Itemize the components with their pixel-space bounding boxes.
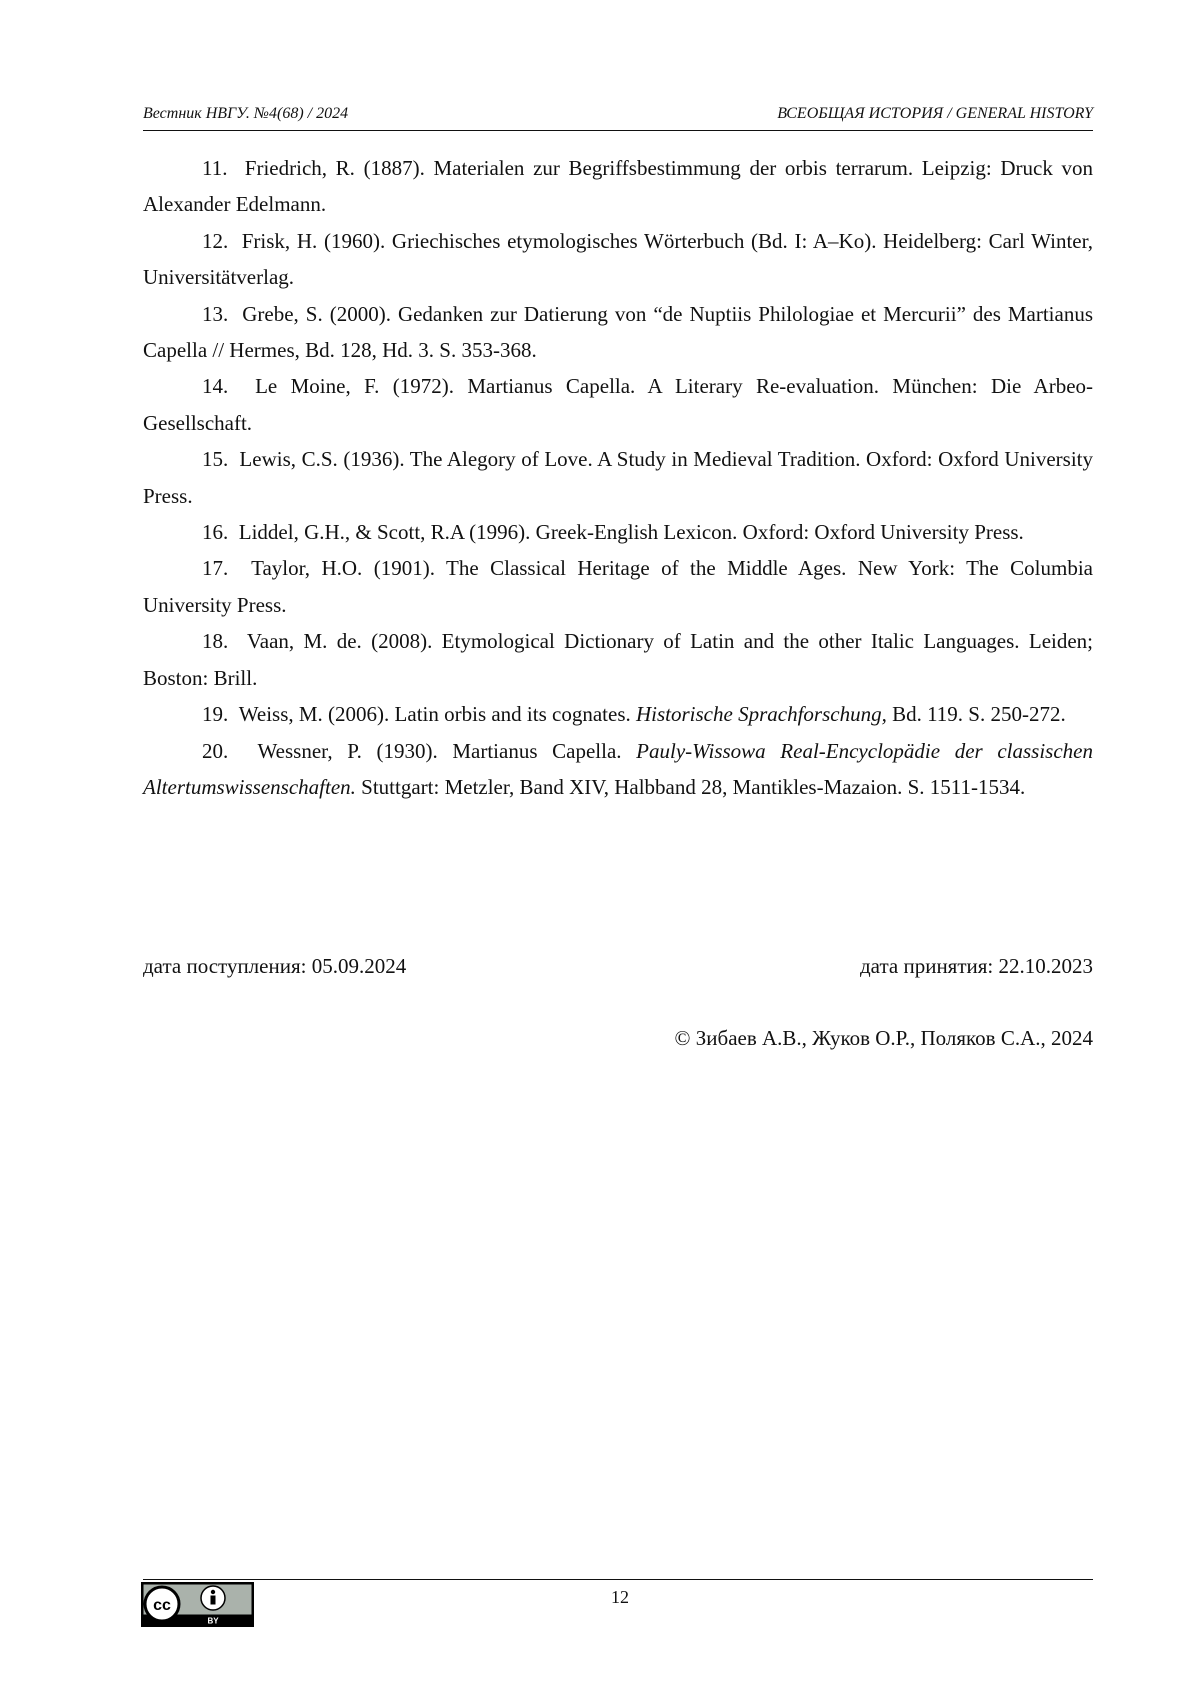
accepted-date: дата принятия: 22.10.2023 bbox=[860, 954, 1093, 978]
reference-number: 14. bbox=[202, 374, 229, 399]
reference-text: Frisk, H. (1960). Griechisches etymologisches Wörterbuch (Bd. I: A–Ko). Heidelberg: Carl Winter, Universitätverlag. bbox=[143, 228, 1093, 290]
reference-text: Le Moine, F. (1972). Martianus Capella. A Literary Re-evaluation. München: Die Arbeo-Gesellschaft. bbox=[143, 374, 1094, 435]
cc-by-license-icon[interactable] bbox=[141, 1582, 254, 1627]
reference-text: Weiss, M. (2006). Latin orbis and its cognates. bbox=[238, 702, 636, 727]
reference-item bbox=[143, 514, 1093, 550]
reference-journal-title: Historische Sprachforschung, bbox=[636, 702, 887, 727]
reference-item bbox=[143, 550, 1093, 623]
article-dates bbox=[143, 948, 1093, 984]
received-date: дата поступления: 05.09.2024 bbox=[143, 954, 407, 978]
reference-text: Taylor, H.O. (1901). The Classical Heritage of the Middle Ages. New York: The Columbia University Press. bbox=[143, 556, 1094, 617]
reference-number: 11. bbox=[202, 156, 228, 180]
reference-number: 13. bbox=[202, 301, 229, 326]
reference-number: 18. bbox=[202, 629, 229, 654]
license-label: BY bbox=[207, 1616, 219, 1626]
reference-text: Lewis, C.S. (1936). The Alegory of Love. A Study in Medieval Tradition. Oxford: Oxford University Press. bbox=[143, 447, 1093, 508]
reference-text: Grebe, S. (2000). Gedanken zur Datierung von “de Nuptiis Philologiae et Mercurii” des Martianus Capella // Hermes, Bd. 128, Hd. 3. S. 353-368. bbox=[143, 301, 1094, 363]
reference-text-end: Stuttgart: Metzler, Band XIV, Halbband 28, Mantikles-Mazaion. S. 1511-1534. bbox=[355, 774, 1026, 799]
running-header bbox=[143, 102, 1093, 131]
reference-text: Vaan, M. de. (2008). Etymological Dictionary of Latin and the other Italic Languages. Leiden; Boston: Brill. bbox=[143, 629, 1093, 690]
reference-text: Wessner, P. (1930). Martianus Capella. bbox=[257, 738, 637, 763]
reference-item bbox=[143, 733, 1093, 806]
reference-item bbox=[143, 296, 1093, 369]
reference-item bbox=[143, 223, 1093, 296]
reference-item bbox=[143, 441, 1093, 514]
reference-number: 17. bbox=[202, 556, 229, 581]
section-title: ВСЕОБЩАЯ ИСТОРИЯ / GENERAL HISTORY bbox=[777, 105, 1093, 122]
reference-item bbox=[143, 150, 1093, 223]
copyright-notice: © Зибаев А.В., Жуков О.Р., Поляков С.А., 2024 bbox=[674, 1026, 1093, 1050]
reference-number: 15. bbox=[202, 447, 229, 472]
reference-number: 20. bbox=[202, 738, 229, 763]
references-list bbox=[143, 150, 1093, 805]
reference-text: Friedrich, R. (1887). Materialen zur Begriffsbestimmung der orbis terrarum. Leipzig: Druck von Alexander Edelmann. bbox=[143, 156, 1094, 217]
reference-item bbox=[143, 623, 1093, 696]
page-number: 12 bbox=[611, 1587, 629, 1607]
reference-journal-title: Pauly-Wissowa Real-Encyclopädie der classischen Altertumswissenschaften. bbox=[143, 738, 1093, 799]
svg-text:cc: cc bbox=[153, 1597, 171, 1614]
reference-text: Liddel, G.H., & Scott, R.A (1996). Greek-English Lexicon. Oxford: Oxford University Press. bbox=[238, 520, 1024, 545]
reference-number: 12. bbox=[202, 228, 229, 253]
reference-number: 16. bbox=[202, 520, 229, 545]
reference-number: 19. bbox=[202, 702, 229, 727]
reference-item bbox=[143, 368, 1093, 441]
journal-title: Вестник НВГУ. №4(68) / 2024 bbox=[143, 105, 349, 122]
reference-item bbox=[143, 696, 1093, 732]
footer-divider bbox=[143, 1579, 1093, 1580]
reference-text-end: Bd. 119. S. 250-272. bbox=[886, 702, 1066, 727]
